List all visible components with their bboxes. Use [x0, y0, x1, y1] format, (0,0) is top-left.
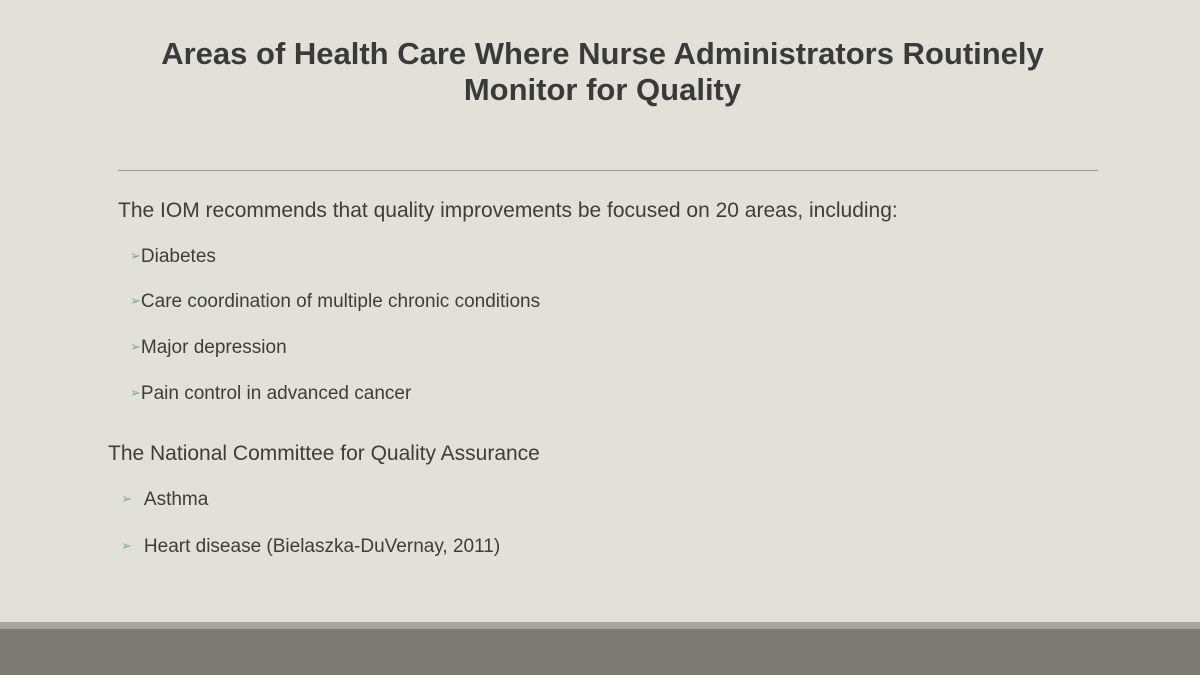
list-item-label: Care coordination of multiple chronic conditions: [140, 291, 541, 312]
footer-highlight-strip: [0, 622, 1200, 629]
list-item-label: Diabetes: [140, 246, 216, 267]
arrow-bullet-icon: ➢: [130, 385, 141, 400]
arrow-bullet-icon: ➢: [130, 339, 141, 354]
arrow-bullet-icon: ➢: [121, 491, 132, 506]
ncqa-heading: The National Committee for Quality Assurance: [108, 442, 540, 465]
list-item: [130, 335, 287, 360]
arrow-bullet-icon: ➢: [130, 248, 141, 263]
list-item: [130, 244, 216, 269]
slide-title: [100, 36, 1105, 108]
slide-title-line-2: Monitor for Quality: [463, 72, 742, 107]
list-item-label: Major depression: [140, 337, 287, 358]
title-divider: [118, 170, 1098, 171]
arrow-bullet-icon: ➢: [121, 538, 132, 553]
footer-band: [0, 629, 1200, 675]
list-item-label: Heart disease (Bielaszka-DuVernay, 2011): [143, 536, 501, 557]
list-item: [121, 487, 208, 512]
list-item: [130, 381, 411, 406]
arrow-bullet-icon: ➢: [130, 293, 141, 308]
iom-intro-text: The IOM recommends that quality improvements be focused on 20 areas, including:: [118, 199, 898, 222]
list-item-label: Pain control in advanced cancer: [140, 383, 412, 404]
slide-title-line-1: Areas of Health Care Where Nurse Administrators Routinely: [161, 36, 1044, 71]
list-item-label: Asthma: [143, 489, 209, 510]
list-item: [121, 534, 500, 559]
list-item: [130, 289, 540, 314]
